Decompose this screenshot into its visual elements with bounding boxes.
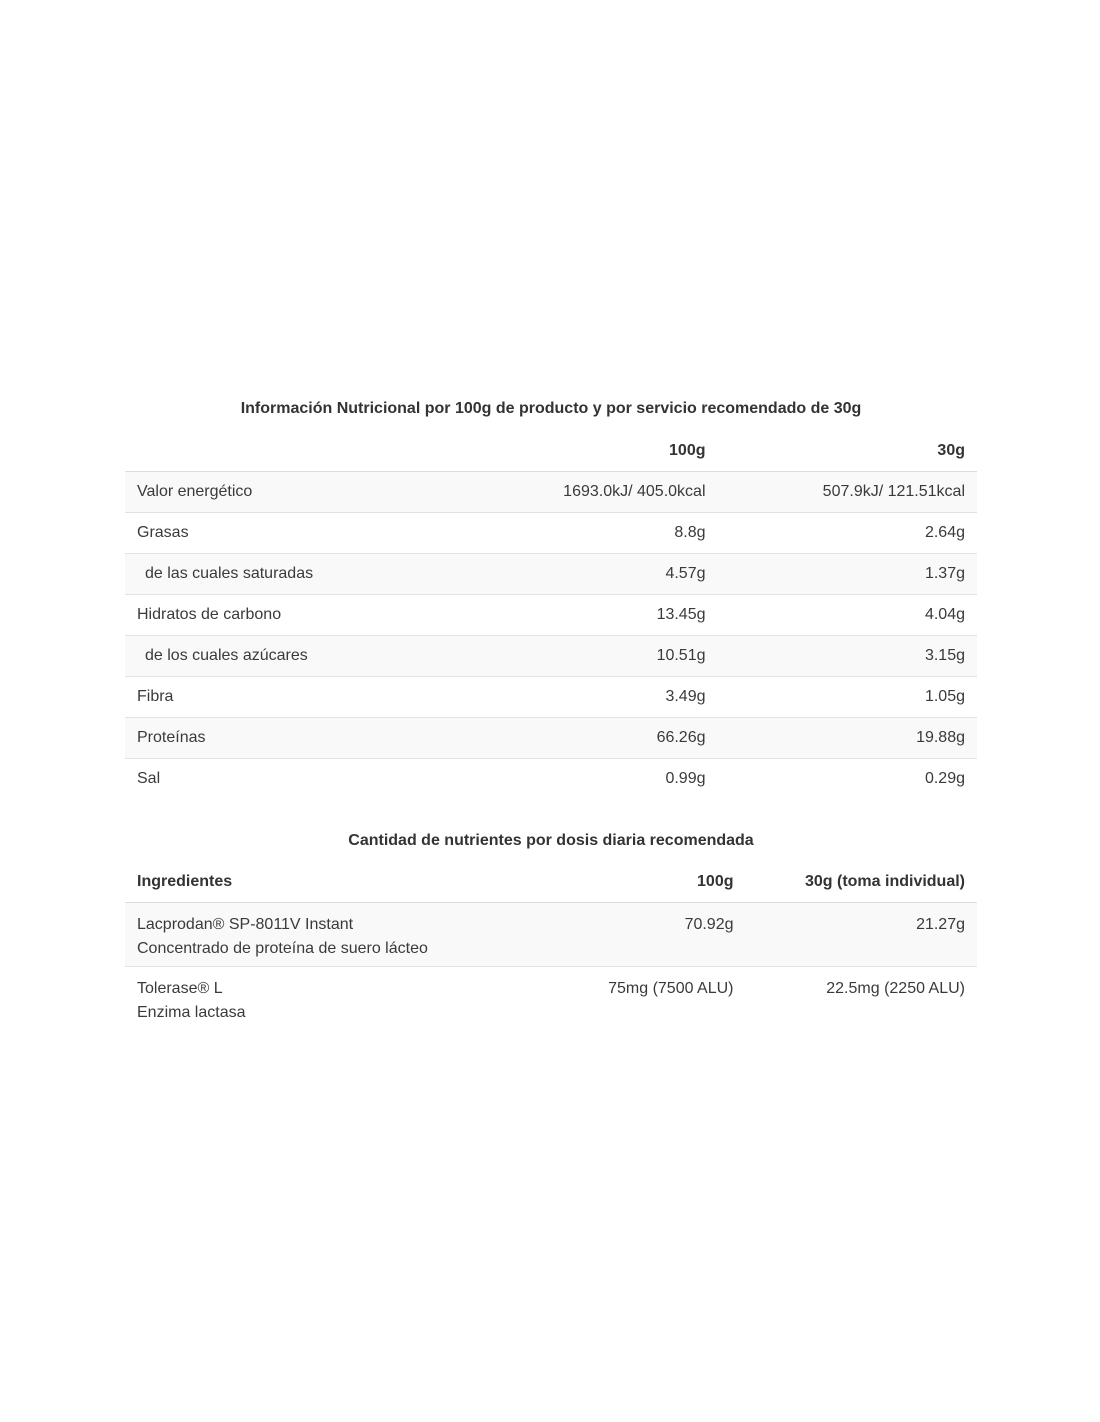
ingredients-header-name: Ingredientes <box>125 862 525 903</box>
nutrient-value-100g: 10.51g <box>448 636 717 677</box>
ingredient-row <box>125 967 977 1031</box>
ingredient-value-30g: 22.5mg (2250 ALU) <box>826 980 965 997</box>
ingredient-value-100g: 70.92g <box>525 903 746 967</box>
nutrient-value-30g: 19.88g <box>718 718 978 759</box>
nutrition-header-30g: 30g <box>718 431 978 472</box>
nutrition-row <box>125 718 977 759</box>
nutrient-name: de las cuales saturadas <box>125 554 448 595</box>
ingredient-cell <box>125 903 525 967</box>
ingredient-cell <box>125 967 525 1031</box>
nutrition-row <box>125 513 977 554</box>
nutrition-header-100g: 100g <box>448 431 717 472</box>
nutrition-header-row <box>125 431 977 472</box>
nutrient-value-30g: 4.04g <box>718 595 978 636</box>
nutrient-value-100g: 3.49g <box>448 677 717 718</box>
nutrient-value-100g: 0.99g <box>665 770 706 787</box>
nutrient-value-100g: 66.26g <box>448 718 717 759</box>
nutrient-name: Sal <box>137 770 161 787</box>
nutrition-header-nutrient <box>125 431 448 472</box>
nutrient-value-30g: 1.05g <box>718 677 978 718</box>
ingredients-header-100g: 100g <box>525 862 746 903</box>
nutrient-value-30g: 507.9kJ/ 121.51kcal <box>718 472 978 513</box>
nutrition-row <box>125 677 977 718</box>
nutrient-name: Grasas <box>125 513 448 554</box>
nutrient-value-100g: 4.57g <box>448 554 717 595</box>
nutrition-row <box>125 472 977 513</box>
nutrient-name: de los cuales azúcares <box>125 636 448 677</box>
ingredient-description: Enzima lactasa <box>137 1004 246 1021</box>
nutrient-name: Proteínas <box>125 718 448 759</box>
ingredients-table-caption: Cantidad de nutrientes por dosis diaria recomendada <box>348 832 754 849</box>
nutrient-name: Hidratos de carbono <box>125 595 448 636</box>
ingredient-value-100g: 75mg (7500 ALU) <box>608 980 734 997</box>
nutrition-row <box>125 636 977 677</box>
ingredient-name: Tolerase® L <box>137 980 223 997</box>
nutrition-row <box>125 595 977 636</box>
nutrient-value-30g: 2.64g <box>718 513 978 554</box>
nutrient-value-30g: 0.29g <box>924 770 965 787</box>
ingredient-name: Lacprodan® SP-8011V Instant <box>137 916 354 933</box>
nutrient-name: Valor energético <box>125 472 448 513</box>
nutrient-name: Fibra <box>125 677 448 718</box>
ingredient-value-30g: 21.27g <box>746 903 978 967</box>
nutrient-value-100g: 8.8g <box>448 513 717 554</box>
nutrition-row <box>125 554 977 595</box>
nutrient-value-30g: 3.15g <box>718 636 978 677</box>
nutrition-row <box>125 759 977 800</box>
nutrition-table <box>125 431 977 799</box>
ingredient-row <box>125 903 977 967</box>
ingredient-description: Concentrado de proteína de suero lácteo <box>137 940 428 957</box>
ingredients-table <box>125 862 977 1031</box>
ingredients-header-30g: 30g (toma individual) <box>746 862 978 903</box>
nutrient-value-100g: 1693.0kJ/ 405.0kcal <box>448 472 717 513</box>
ingredients-header-row <box>125 862 977 903</box>
nutrient-value-100g: 13.45g <box>448 595 717 636</box>
nutrition-table-caption: Información Nutricional por 100g de producto y por servicio recomendado de 30g <box>240 400 862 417</box>
nutrient-value-30g: 1.37g <box>718 554 978 595</box>
